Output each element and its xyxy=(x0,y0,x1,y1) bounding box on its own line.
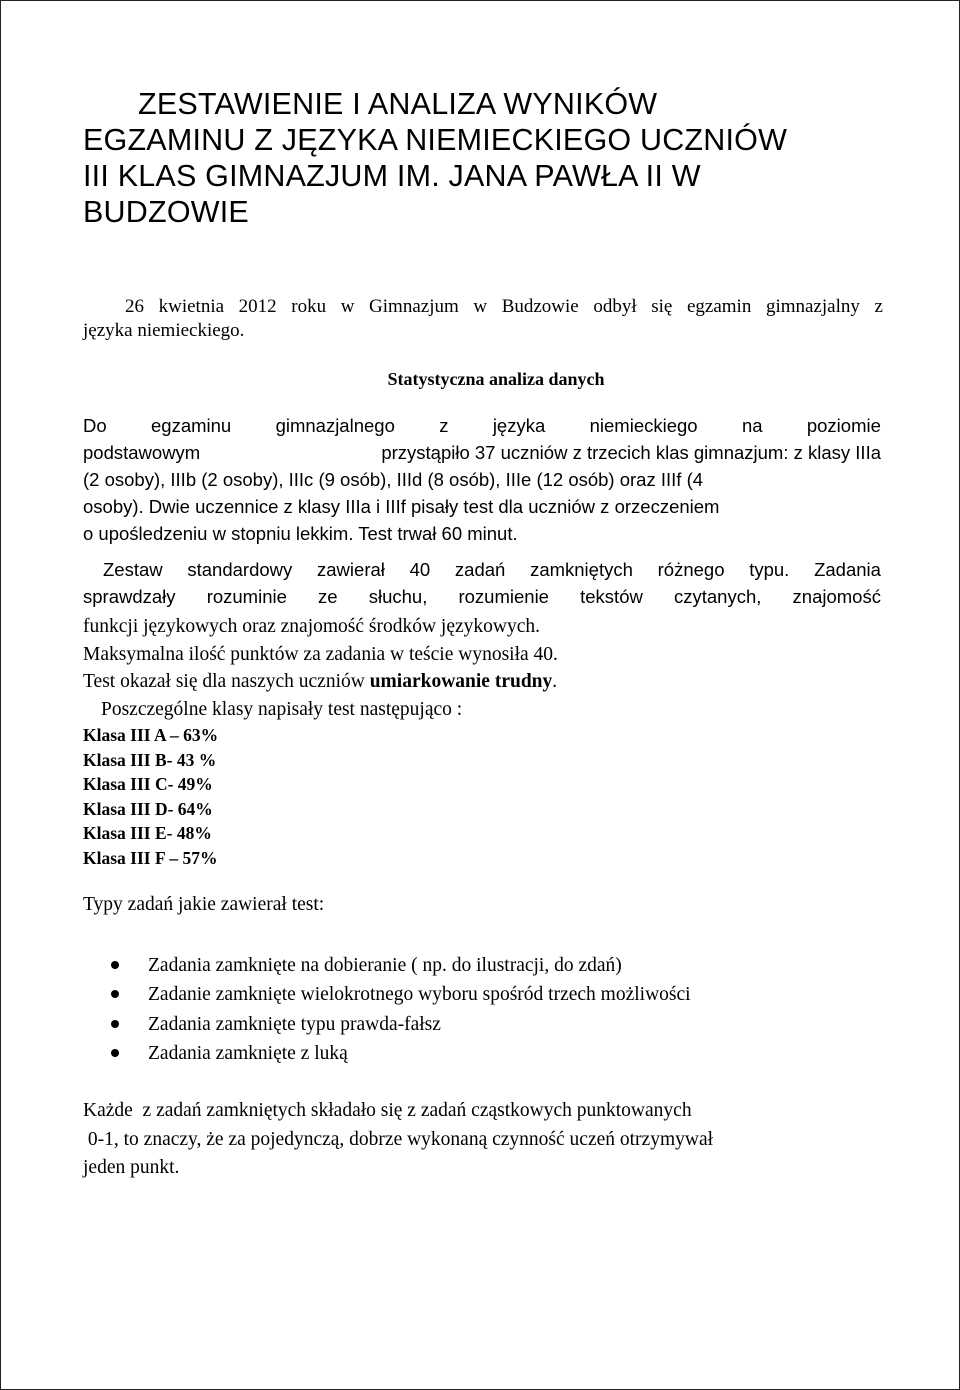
statistics-paragraph xyxy=(83,412,881,547)
word: kwietnia xyxy=(158,296,225,317)
list-item xyxy=(111,980,691,1009)
word: z xyxy=(439,415,449,436)
paragraph-line xyxy=(83,556,881,583)
paragraph-line xyxy=(83,493,881,520)
word: egzaminu xyxy=(151,415,232,436)
bullet-icon xyxy=(111,990,119,998)
bullet-icon xyxy=(111,961,119,969)
word: 2012 xyxy=(238,296,277,317)
word: słuchu, xyxy=(368,586,428,607)
text: osoby). Dwie uczennice z klasy IIIa i IIIf pisały test dla uczniów z orzeczeniem xyxy=(83,496,720,517)
word: się xyxy=(651,296,673,317)
word: zawierał xyxy=(317,559,385,580)
word: różnego xyxy=(657,559,725,580)
paragraph-line xyxy=(83,668,883,696)
word: odbył xyxy=(593,296,637,317)
list-item-text: Zadania zamknięte na dobieranie ( np. do ilustracji, do zdań) xyxy=(148,955,622,976)
word: Gimnazjum xyxy=(369,296,459,317)
word: w xyxy=(340,296,355,317)
title-line: BUDZOWIE xyxy=(83,195,249,229)
word: poziomie xyxy=(806,415,881,436)
list-item xyxy=(111,1010,691,1039)
paragraph-line: 0-1, to znaczy, że za pojedynczą, dobrze wykonaną czynność uczeń otrzymywał xyxy=(83,1128,714,1150)
word: Do xyxy=(83,415,107,436)
word: gimnazjalnego xyxy=(275,415,395,436)
list-item-text: Zadania zamknięte typu prawda-fałsz xyxy=(148,1013,441,1035)
title-line: III KLAS GIMNAZJUM IM. JANA PAWŁA II W xyxy=(83,159,701,193)
paragraph-line: Każde z zadań zamkniętych składało się z zadań cząstkowych punktowanych xyxy=(83,1100,692,1121)
word: na xyxy=(741,415,763,436)
word: typu. xyxy=(749,559,790,580)
list-item xyxy=(111,1039,691,1068)
class-result: Klasa III C- 49% xyxy=(83,774,213,795)
word: 26 xyxy=(125,296,144,317)
word: 40 xyxy=(409,559,431,580)
task-types-list xyxy=(111,951,691,1068)
title-line: ZESTAWIENIE I ANALIZA WYNIKÓW xyxy=(138,87,658,121)
word: podstawowym xyxy=(83,442,201,463)
class-result: Klasa III D- 64% xyxy=(83,798,213,819)
list-item-text: Zadanie zamknięte wielokrotnego wyboru spośród trzech możliwości xyxy=(148,984,691,1006)
section-heading: Statystyczna analiza danych xyxy=(387,369,605,389)
word: rozumienie xyxy=(458,586,549,607)
bullet-icon xyxy=(111,1049,119,1057)
word: czytanych, xyxy=(673,586,762,607)
task-types-heading: Typy zadań jakie zawierał test: xyxy=(83,894,325,915)
paragraph-line: o upośledzeniu w stopniu lekkim. Test trwał 60 minut. xyxy=(83,523,518,544)
word: Zadania xyxy=(814,559,881,580)
paragraph-line xyxy=(83,583,881,610)
list-item-text: Zadania zamknięte z luką xyxy=(148,1042,348,1064)
word: tekstów xyxy=(580,586,643,607)
summary-block xyxy=(83,613,883,723)
intro-paragraph xyxy=(83,295,883,343)
word: ze xyxy=(318,586,338,607)
word: sprawdzały xyxy=(83,586,176,607)
test-description-paragraph xyxy=(83,556,881,610)
word: Zestaw xyxy=(103,559,163,580)
bullet-icon xyxy=(111,1020,119,1028)
class-result: Klasa III B- 43 % xyxy=(83,749,217,770)
document-title xyxy=(83,86,787,230)
class-results-list xyxy=(83,723,218,871)
closing-paragraph xyxy=(83,1097,713,1183)
paragraph-line: jeden punkt. xyxy=(83,1157,180,1178)
word: rozuminie xyxy=(206,586,287,607)
paragraph-line: Poszczególne klasy napisały test następująco : xyxy=(101,698,463,720)
title-line: EGZAMINU Z JĘZYKA NIEMIECKIEGO UCZNIÓW xyxy=(83,123,788,157)
paragraph-line xyxy=(83,439,881,466)
word: zamkniętych xyxy=(530,559,633,580)
paragraph-line: funkcji językowych oraz znajomość środków językowych. xyxy=(83,616,541,637)
class-result: Klasa III E- 48% xyxy=(83,823,212,844)
word: przystąpiło 37 uczniów z trzecich klas gimnazjum: z klasy IIIa xyxy=(381,442,881,463)
word: Budzowie xyxy=(501,296,579,317)
word: roku xyxy=(291,296,327,317)
word: w xyxy=(473,296,488,317)
intro-line: języka niemieckiego. xyxy=(83,320,245,341)
list-item xyxy=(111,951,691,980)
word: znajomość xyxy=(792,586,881,607)
paragraph-line: Maksymalna ilość punktów za zadania w teście wynosiła 40. xyxy=(83,643,558,665)
word: egzamin xyxy=(686,296,752,317)
text: (2 osoby), IIIb (2 osoby), IIIc (9 osób), IIId (8 osób), IIIe (12 osób) oraz IIIf (4 xyxy=(83,469,704,490)
word: zadań xyxy=(454,559,506,580)
difficulty-rating: umiarkowanie trudny xyxy=(369,671,553,692)
text: . xyxy=(552,671,558,692)
word: z xyxy=(874,296,883,317)
paragraph-line xyxy=(83,412,881,439)
word: języka xyxy=(492,415,546,436)
word: gimnazjalny xyxy=(765,296,860,317)
word: niemieckiego xyxy=(589,415,698,436)
text: Test okazał się dla naszych uczniów xyxy=(83,671,370,692)
intro-line xyxy=(83,295,883,319)
class-result: Klasa III F – 57% xyxy=(83,847,218,868)
word: standardowy xyxy=(187,559,293,580)
paragraph-line xyxy=(83,466,881,493)
class-result: Klasa III A – 63% xyxy=(83,725,219,745)
